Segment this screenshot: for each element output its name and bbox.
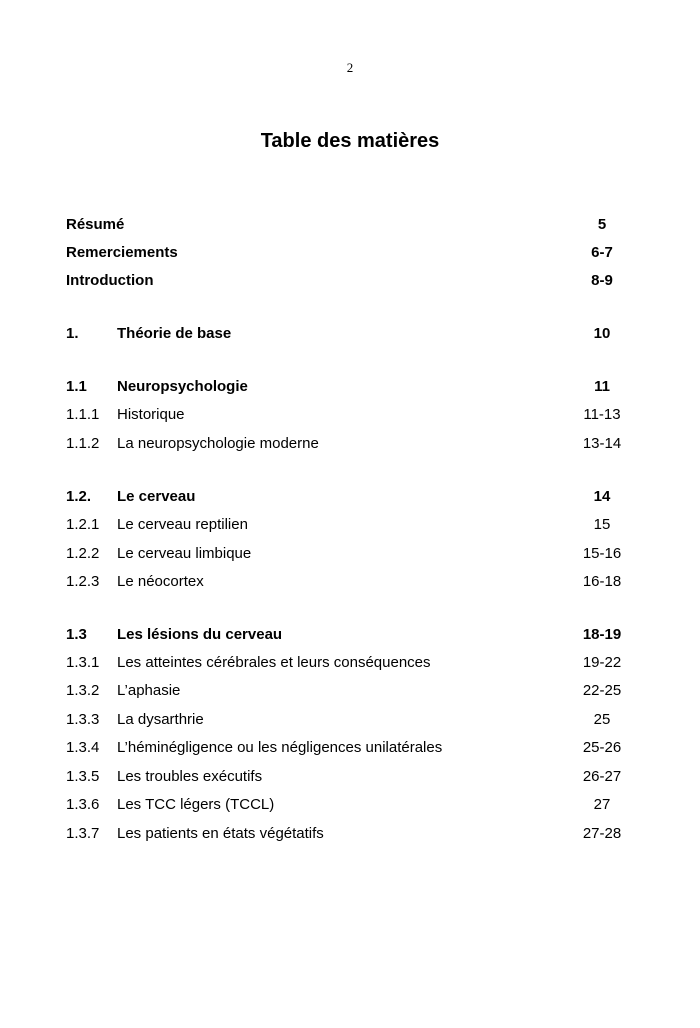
toc-entry xyxy=(66,736,632,760)
toc-entry xyxy=(66,213,632,237)
toc-entry-label: Historique xyxy=(117,406,185,423)
toc-entry-number: 1.3.1 xyxy=(66,654,100,671)
toc-entry-label: Les patients en états végétatifs xyxy=(117,825,324,842)
toc-entry-label: Le néocortex xyxy=(117,573,204,590)
toc-entry xyxy=(66,241,632,265)
toc-entry xyxy=(66,322,632,346)
toc-entry-number: 1.3.2 xyxy=(66,682,100,699)
toc-entry-number: 1.1 xyxy=(66,378,87,395)
toc-entry xyxy=(66,542,632,566)
toc-entry xyxy=(66,708,632,732)
toc-entry-page: 16-18 xyxy=(582,573,622,590)
toc-entry-page: 25 xyxy=(593,711,611,728)
toc-entry-label: Le cerveau limbique xyxy=(117,545,252,562)
toc-entry xyxy=(66,513,632,537)
toc-entry-page: 15-16 xyxy=(582,545,622,562)
toc-entry-label: Les TCC légers (TCCL) xyxy=(117,796,275,813)
toc-entry-label: L’héminégligence ou les négligences unilatérales xyxy=(117,739,443,756)
toc-entry xyxy=(66,822,632,846)
page-title: Table des matières xyxy=(260,130,440,152)
toc-entry xyxy=(66,570,632,594)
toc-entry-number: 1.1.2 xyxy=(66,435,100,452)
toc-entry xyxy=(66,793,632,817)
toc-entry xyxy=(66,765,632,789)
toc-entry-number: 1.2.1 xyxy=(66,516,100,533)
toc-entry-number: 1.3.5 xyxy=(66,768,100,785)
toc-entry xyxy=(66,375,632,399)
toc-entry-number: 1.1.1 xyxy=(66,406,100,423)
toc-entry-page: 10 xyxy=(593,325,611,342)
toc-entry xyxy=(66,485,632,509)
toc-entry-label: Les atteintes cérébrales et leurs conséquences xyxy=(117,654,431,671)
toc-entry-page: 25-26 xyxy=(582,739,622,756)
toc-entry xyxy=(66,679,632,703)
toc-entry-page: 22-25 xyxy=(582,682,622,699)
toc-entry-number: 1. xyxy=(66,325,79,342)
toc-entry-label: Les lésions du cerveau xyxy=(117,626,283,643)
toc-entry-page: 6-7 xyxy=(591,244,613,261)
toc-entry xyxy=(66,432,632,456)
toc-entry xyxy=(66,269,632,293)
toc-entry-number: 1.3.4 xyxy=(66,739,100,756)
toc-entry-label: Neuropsychologie xyxy=(117,378,248,395)
toc-entry-page: 11-13 xyxy=(583,406,621,423)
toc-entry-number: 1.3.3 xyxy=(66,711,100,728)
toc-entry-page: 27-28 xyxy=(582,825,622,842)
toc-entry-number: 1.2.3 xyxy=(66,573,100,590)
toc-entry-label: Théorie de base xyxy=(117,325,232,342)
toc-entry-label: Introduction xyxy=(66,272,154,289)
toc-entry-label: Le cerveau xyxy=(117,488,196,505)
toc-entry-number: 1.2.2 xyxy=(66,545,100,562)
toc-entry-number: 1.3.6 xyxy=(66,796,100,813)
toc-entry-label: L’aphasie xyxy=(117,682,181,699)
toc-entry-label: La dysarthrie xyxy=(117,711,204,728)
toc-entry-number: 1.3.7 xyxy=(66,825,100,842)
toc-entry-page: 5 xyxy=(597,216,607,233)
toc-entry-number: 1.2. xyxy=(66,488,92,505)
toc-entry xyxy=(66,403,632,427)
page-number: 2 xyxy=(346,60,354,75)
toc-entry-label: Remerciements xyxy=(66,244,178,261)
toc-entry-page: 11 xyxy=(594,378,610,395)
toc-entry-page: 26-27 xyxy=(582,768,622,785)
toc-entry-page: 14 xyxy=(593,488,611,505)
toc-entry-page: 27 xyxy=(593,796,611,813)
toc-entry-label: La neuropsychologie moderne xyxy=(117,435,319,452)
toc-entry-label: Le cerveau reptilien xyxy=(117,516,248,533)
toc-entry xyxy=(66,651,632,675)
toc-entry-label: Résumé xyxy=(66,216,125,233)
toc-entry-page: 18-19 xyxy=(582,626,622,643)
toc-entry xyxy=(66,623,632,647)
toc-entry-number: 1.3 xyxy=(66,626,87,643)
toc-entry-page: 8-9 xyxy=(591,272,613,289)
toc-entry-label: Les troubles exécutifs xyxy=(117,768,263,785)
toc-entry-page: 15 xyxy=(593,516,611,533)
toc-entry-page: 13-14 xyxy=(582,435,622,452)
toc-entry-page: 19-22 xyxy=(582,654,622,671)
